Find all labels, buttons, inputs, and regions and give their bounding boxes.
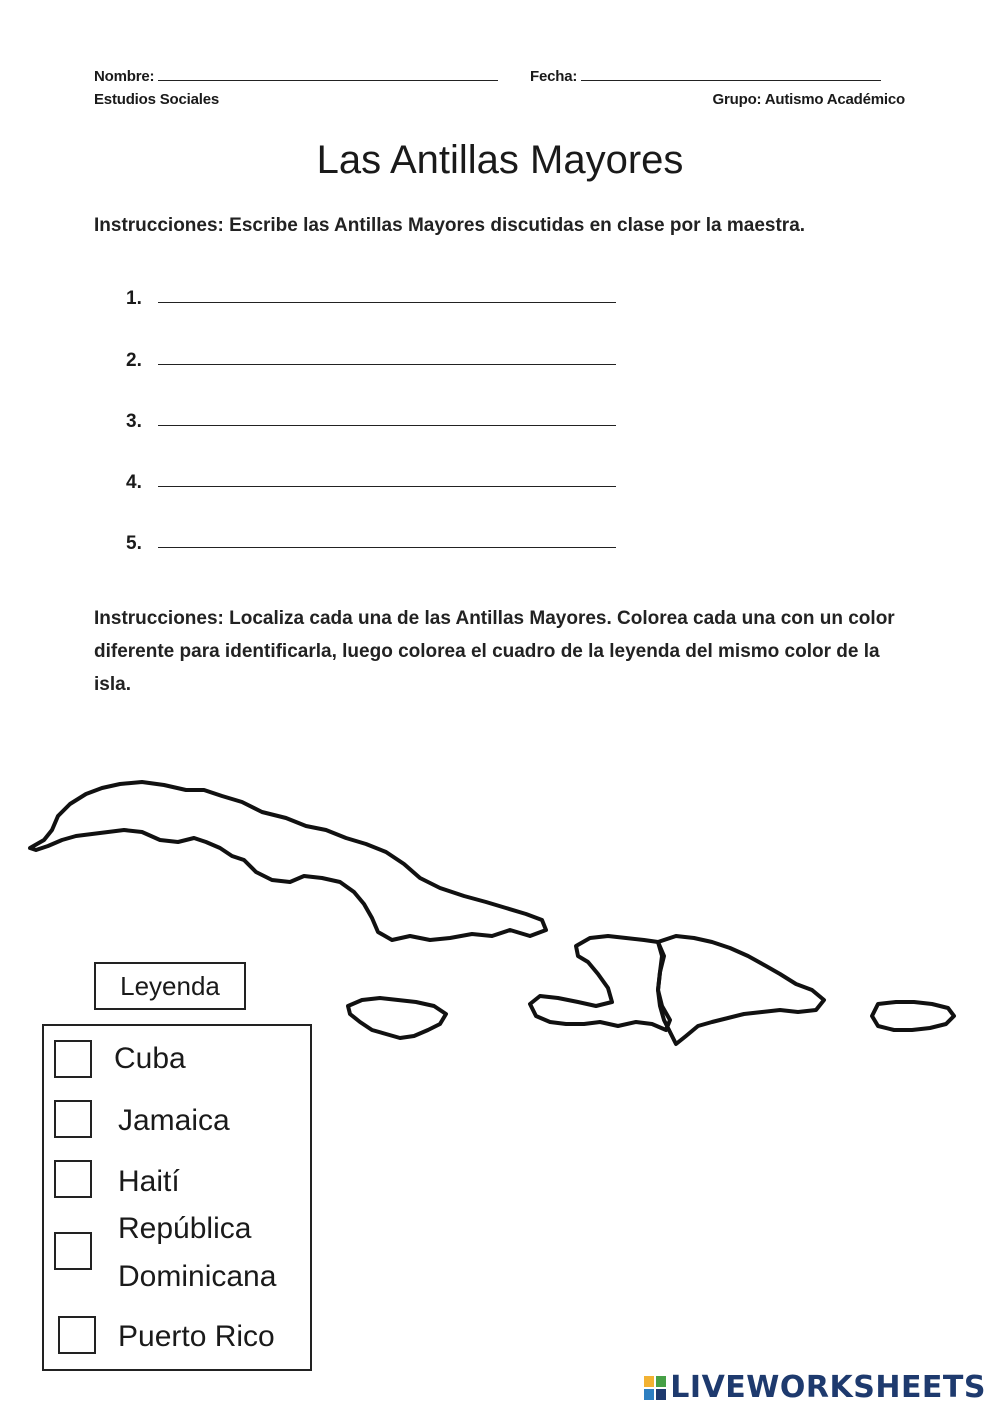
answer-item-4[interactable] [126, 472, 142, 494]
jamaica-checkbox[interactable] [54, 1100, 92, 1138]
legend-label-jamaica: Jamaica [118, 1104, 230, 1137]
brand-name: LIVEWORKSHEETS [670, 1370, 986, 1405]
legend-label-dominicana: Dominicana [118, 1260, 277, 1293]
answer-number: 3. [126, 411, 142, 432]
haiti-checkbox[interactable] [54, 1160, 92, 1198]
group-label: Grupo: Autismo Académico [712, 91, 905, 108]
haiti-outline[interactable] [530, 936, 670, 1030]
instructions-1: Instrucciones: Escribe las Antillas Mayores discutidas en clase por la maestra. [94, 215, 806, 236]
name-field [94, 66, 498, 85]
puerto-rico-outline[interactable] [872, 1002, 954, 1030]
date-field [530, 66, 881, 85]
legend-label-puerto-rico: Puerto Rico [118, 1320, 275, 1353]
puerto-rico-checkbox[interactable] [58, 1316, 96, 1354]
dominican-republic-checkbox[interactable] [54, 1232, 92, 1270]
legend-title: Leyenda [94, 962, 246, 1010]
answer-item-3[interactable] [126, 411, 142, 433]
answer-number: 2. [126, 350, 142, 371]
legend-label-republica: República [118, 1212, 252, 1245]
name-blank[interactable] [158, 66, 498, 81]
antilles-map [0, 760, 1000, 1060]
liveworksheets-logo [670, 1370, 986, 1405]
legend-box [42, 1024, 312, 1371]
instructions-2: Instrucciones: Localiza cada una de las Antillas Mayores. Colorea cada una con un color diferente para identificarla, luego colorea el cuadro de la leyenda del mismo color de la isla. [94, 608, 895, 695]
date-blank[interactable] [581, 66, 881, 81]
cuba-checkbox[interactable] [54, 1040, 92, 1078]
jamaica-outline[interactable] [348, 998, 446, 1038]
legend-label-cuba: Cuba [114, 1042, 186, 1075]
subject-label: Estudios Sociales [94, 91, 219, 108]
answer-number: 5. [126, 533, 142, 554]
answer-item-1[interactable] [126, 288, 142, 310]
date-label: Fecha: [530, 68, 578, 85]
answer-number: 1. [126, 288, 142, 309]
cuba-outline[interactable] [30, 782, 546, 940]
legend-label-haiti: Haití [118, 1165, 180, 1198]
liveworksheets-icon [644, 1376, 666, 1400]
dominican-republic-outline[interactable] [658, 936, 824, 1044]
answer-item-2[interactable] [126, 350, 142, 372]
page-title: Las Antillas Mayores [316, 138, 684, 182]
name-label: Nombre: [94, 68, 155, 85]
answer-item-5[interactable] [126, 533, 142, 555]
answer-number: 4. [126, 472, 142, 493]
